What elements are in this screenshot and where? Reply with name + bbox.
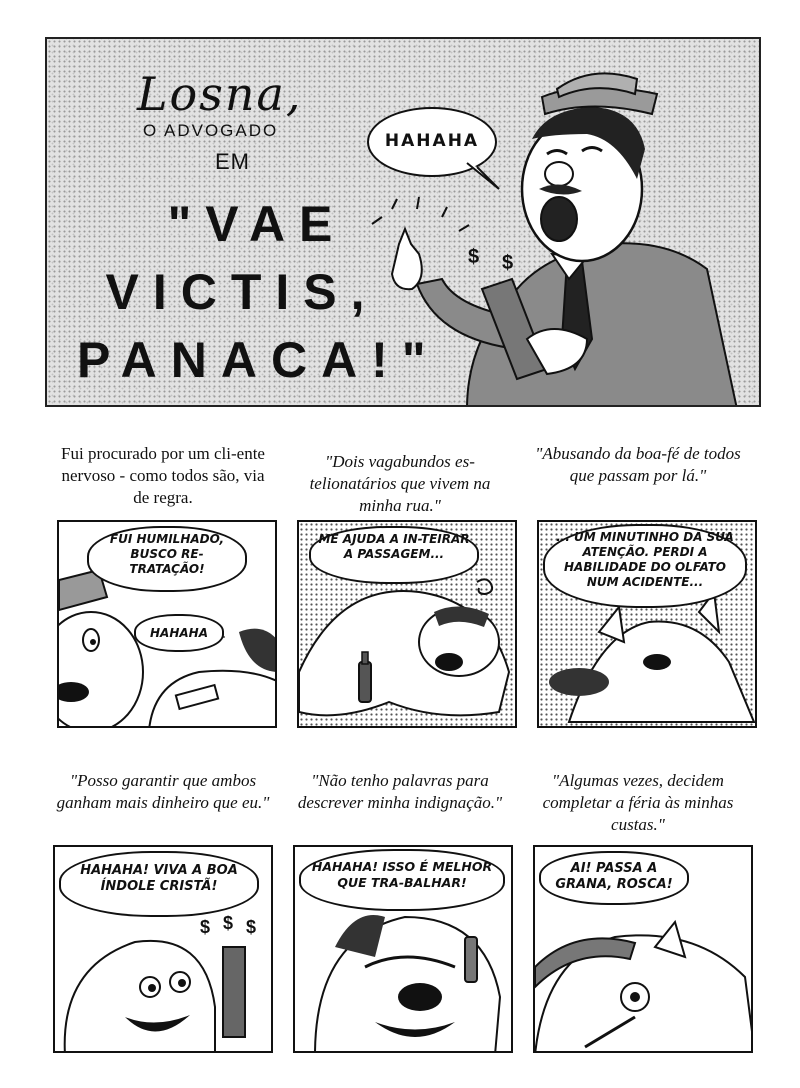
comic-panel-5 (293, 845, 513, 1053)
speech-bubble-text: ME AJUDA A IN-TEIRAR A PASSAGEM... (318, 532, 470, 561)
speech-bubble (299, 849, 505, 911)
speech-bubble-text: HAHAHA (150, 626, 208, 640)
speech-bubble (134, 614, 224, 652)
money-symbol: $ (468, 246, 480, 268)
comic-panel-3 (537, 520, 757, 728)
comic-panel-2 (297, 520, 517, 728)
comic-panel-1 (57, 520, 277, 728)
speech-bubble-text: HAHAHA! VIVA A BOA ÍNDOLE CRISTÃ! (80, 863, 238, 895)
title-panel (45, 37, 761, 407)
caption-panel-3: "Abusando da boa-fé de todos que passam por lá." (535, 444, 741, 486)
story-title-line-2: VICTIS, (105, 264, 379, 320)
caption-panel-4: "Posso garantir que ambos ganham mais dinheiro que eu." (56, 771, 270, 813)
speech-bubble-text: HAHAHA! ISSO É MELHOR QUE TRA-BALHAR! (311, 859, 493, 890)
speech-bubble (87, 526, 247, 592)
speech-bubble-text: FUI HUMILHADO, BUSCO RE-TRATAÇÃO! (109, 532, 225, 576)
money-symbol: $ (200, 917, 211, 937)
speech-bubble (539, 851, 689, 905)
caption-panel-6: "Algumas vezes, decidem completar a féria às minhas custas." (542, 771, 734, 835)
caption-panel-5: "Não tenho palavras para descrever minha indignação." (297, 771, 503, 813)
comic-em-label: EM (215, 149, 250, 174)
speech-bubble (543, 524, 747, 608)
caption-panel-2: "Dois vagabundos es-telionatários que vivem na minha rua." (309, 452, 491, 516)
caption-panel-1: Fui procurado por um cli-ente nervoso - como todos são, via de regra. (61, 444, 265, 508)
comic-panel-6 (533, 845, 753, 1053)
laugh-bubble-text: HAHAHA (384, 131, 480, 152)
comic-brand-logo: Losna, (137, 67, 303, 121)
comic-panel-4 (53, 845, 273, 1053)
speech-bubble-text: ... UM MINUTINHO DA SUA ATENÇÃO. PERDI A HABILIDADE DO OLFATO NUM ACIDENTE... (556, 530, 734, 589)
money-symbol: $ (246, 917, 257, 937)
story-title-line-1: "VAE (167, 196, 347, 252)
speech-bubble-text: AI! PASSA A GRANA, ROSCA! (555, 861, 673, 893)
money-symbol: $ (502, 252, 514, 274)
comic-subtitle: O ADVOGADO (143, 121, 279, 140)
speech-bubble (59, 851, 259, 917)
money-symbol: $ (223, 913, 234, 933)
lawyer-illustration (47, 39, 761, 407)
story-title-line-3: PANACA!" (77, 332, 440, 388)
speech-bubble (309, 526, 479, 584)
